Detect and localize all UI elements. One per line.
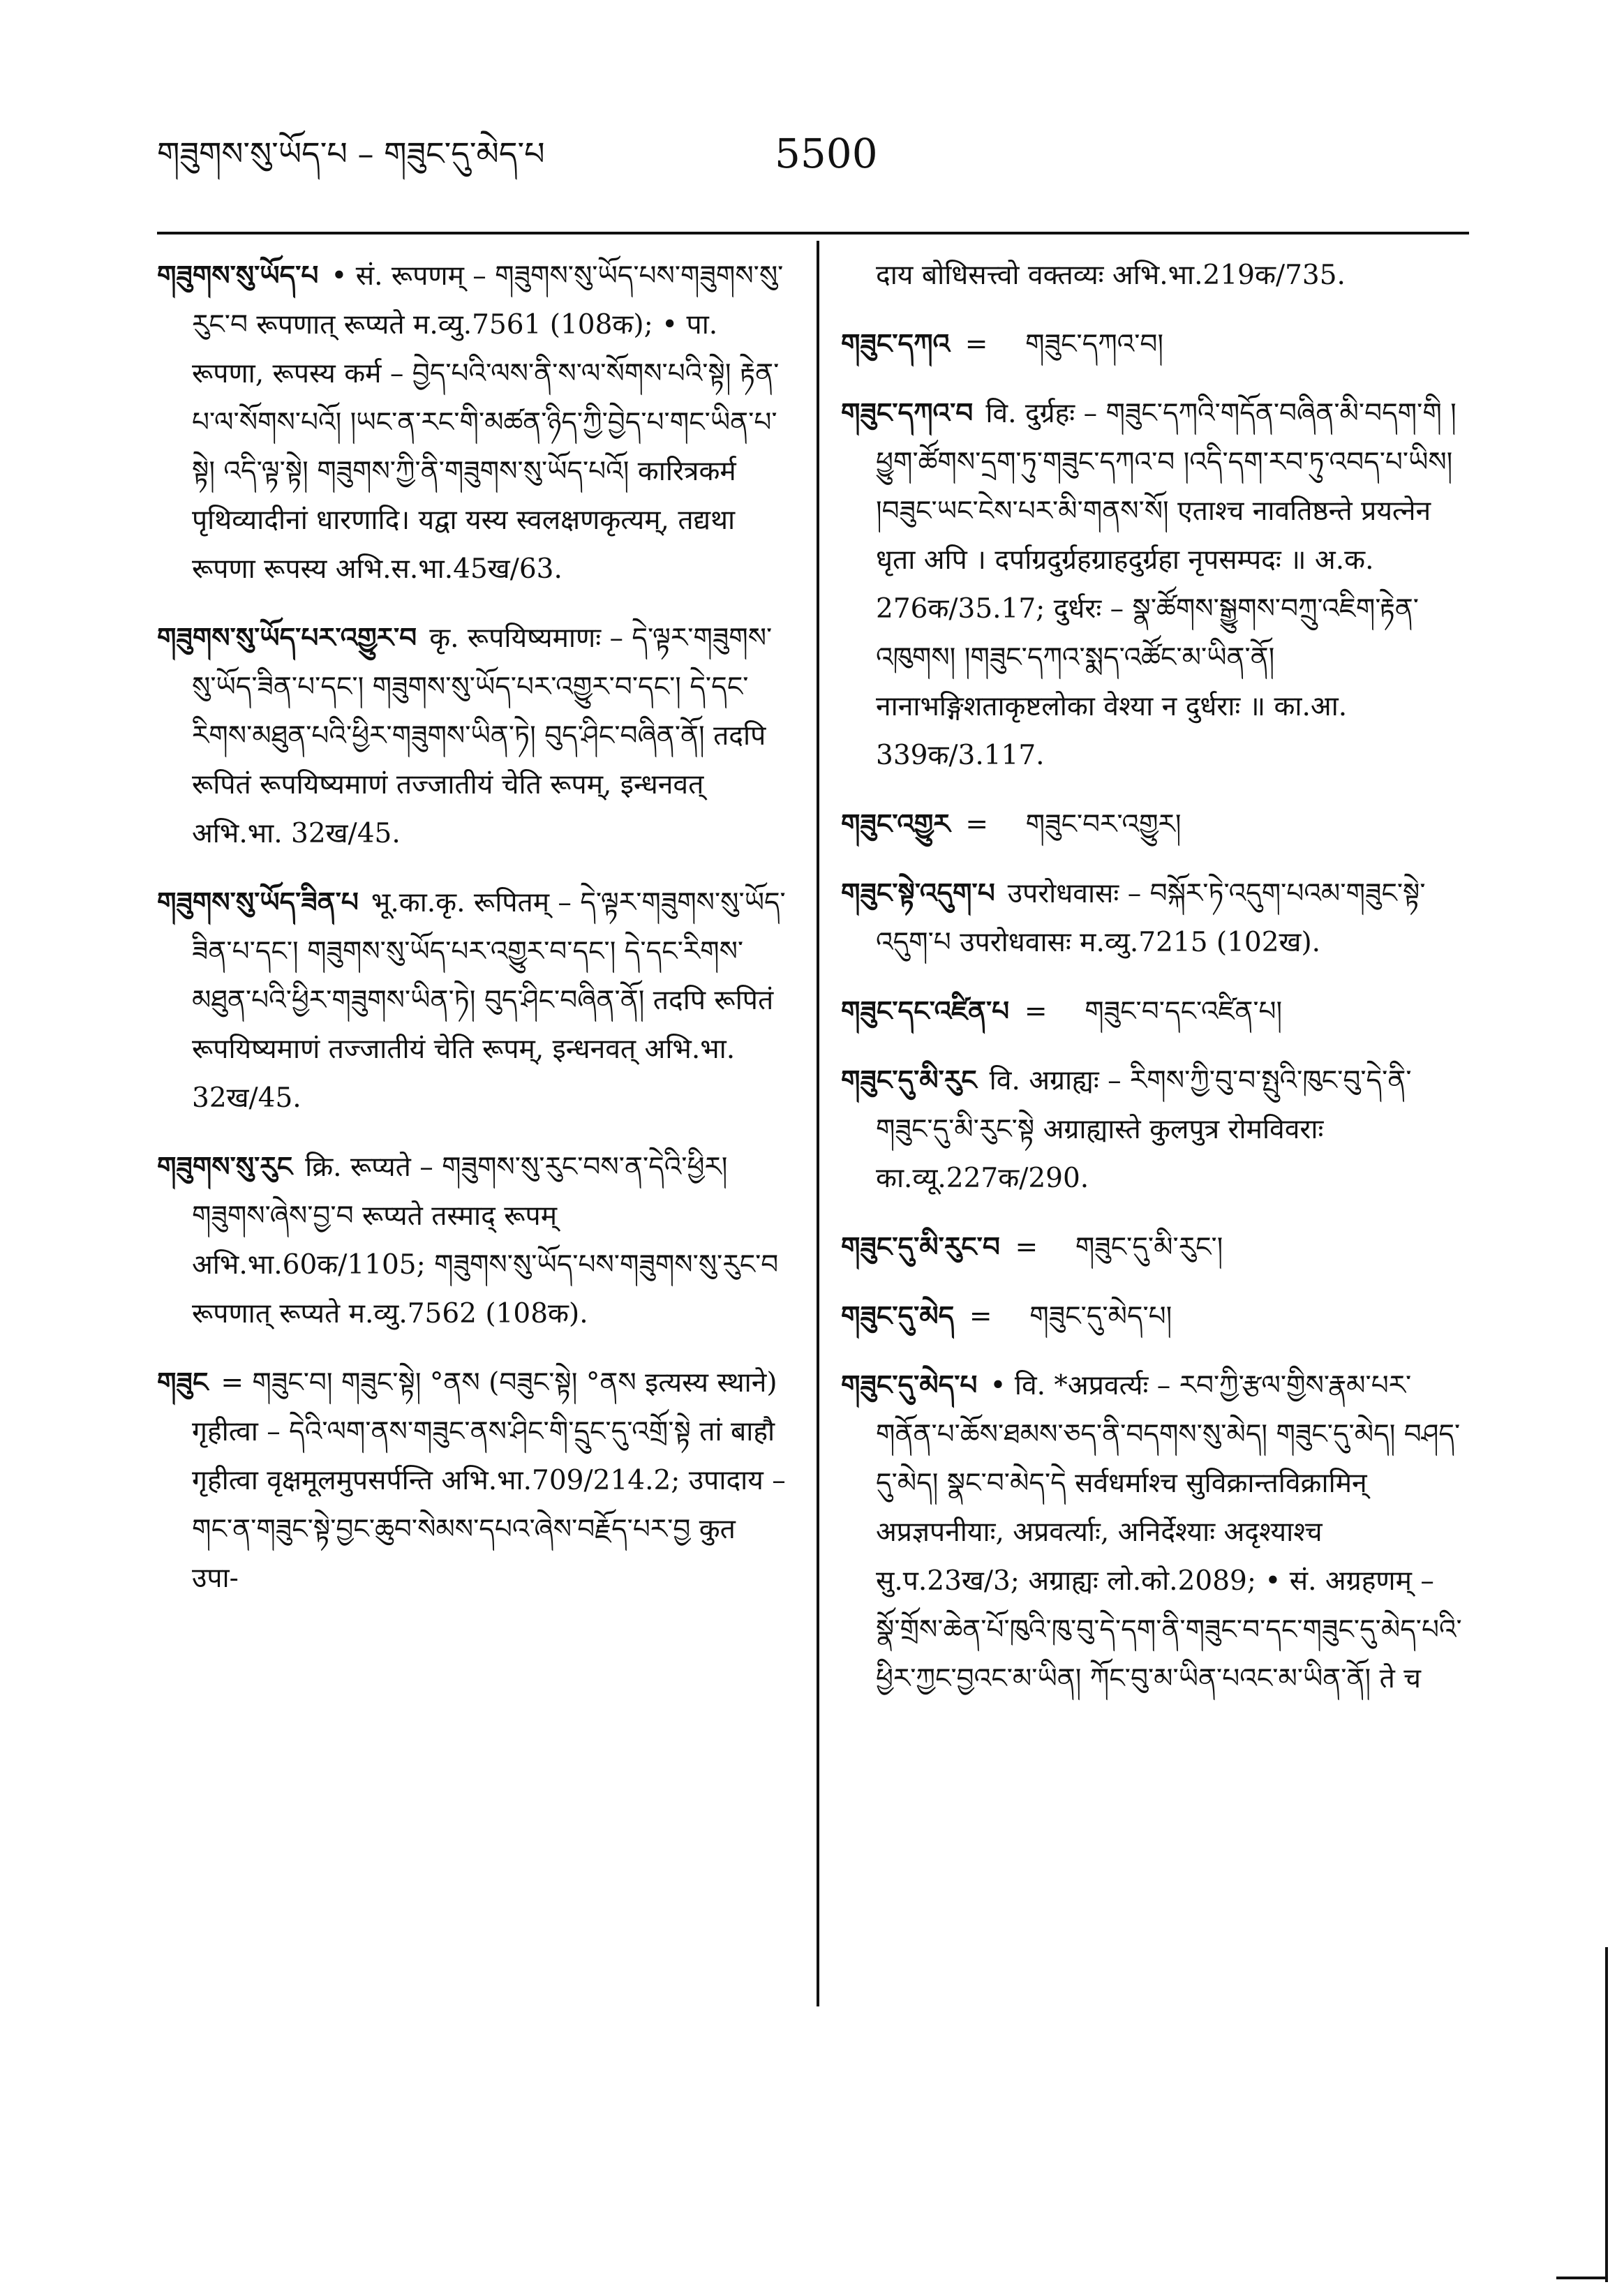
dictionary-entry xyxy=(841,1056,1466,1203)
dictionary-entry xyxy=(841,1292,1466,1341)
entry-body: भू.का.कृ. रूपितम् – དེ་ལྟར་གཟུགས་སུ་ཡོད་ཟིན་པ་དང་། གཟུགས་སུ་ཡོད་པར་འགྱུར་བ་དང་། དེ་དང་རིགས་མཐུན་པའི་ཕྱིར་གཟུགས་ཡིན་ཏེ། བུད་ཤིང་བཞིན་ནོ། तदपि रूपितं रूपयिष्यमाणं तज्जातीयं चेति रूपम्, इन्धनवत् अभि.भा. 32ख/45. xyxy=(192,887,786,1114)
dictionary-entry xyxy=(841,869,1466,967)
equivalence-sign: = xyxy=(969,1301,992,1332)
entry-body: दाय बोधिसत्त्वो वक्तव्यः अभि.भा.219क/735. xyxy=(876,260,1346,291)
dictionary-entry xyxy=(841,1223,1466,1272)
entry-body: གཟུང་བར་འགྱུར། xyxy=(1025,809,1182,840)
dictionary-entry xyxy=(841,251,1466,300)
page-edge-mark xyxy=(1605,1947,1608,2282)
entry-body: གཟུང་དཀའ་བ། xyxy=(1025,329,1164,360)
entry-headword: གཟུང་སྟེ་འདུག་པ xyxy=(841,877,995,909)
equivalence-sign: = xyxy=(965,809,989,840)
header-rule xyxy=(157,232,1469,234)
entry-body: उपरोधवासः – བསྐོར་ཏེ་འདུག་པའམ་གཟུང་སྟེ་འདུག་པ उपरोधवासः म.व्यु.7215 (102ख). xyxy=(876,878,1426,958)
entry-body: = གཟུང་བ། གཟུང་སྟེ། °ནས (བཟུང་སྟེ། °ནས इत्यस्य स्थाने) गृहीत्वा – དེའི་ལག་ནས་གཟུང་ནས་ཤིང་གི་དྲུང་དུ་འགྲོ་སྟེ तां बाहौ गृहीत्वा वृक्षमूलमुपसर्पन्ति अभि.भा.709/214.2; उपादाय – གང་ན་གཟུང་སྟེ་བྱང་ཆུབ་སེམས་དཔའ་ཞེས་བརྗོད་པར་བྱ कुत उपा- xyxy=(192,1367,786,1594)
right-column xyxy=(841,251,1466,2247)
entry-headword: གཟུང་འགྱུར xyxy=(841,808,951,840)
entry-headword: གཟུང་དུ་མེད xyxy=(841,1300,955,1332)
dictionary-entry xyxy=(157,613,789,858)
left-column xyxy=(157,251,789,2247)
page-edge-foot-mark xyxy=(1556,2277,1608,2279)
entry-body: क्रि. रूप्यते – གཟུགས་སུ་རུང་བས་ན་དེའི་ཕྱིར། གཟུགས་ཞེས་བྱ་བ रूप्यते तस्माद् रूपम् अभि.भा.60क/1105; གཟུགས་སུ་ཡོད་པས་གཟུགས་སུ་རུང་བ रूपणात् रूप्यते म.व्यु.7562 (108क). xyxy=(192,1152,779,1329)
dictionary-entry xyxy=(841,800,1466,849)
entry-headword: གཟུགས་སུ་ཡོད་ཟིན་པ xyxy=(157,886,359,918)
entry-headword: གཟུང་དཀའ་བ xyxy=(841,397,974,429)
page-number: 5500 xyxy=(775,130,878,177)
running-header: གཟུགས་སུ་ཡོད་པ – གཟུང་དུ་མེད་པ xyxy=(157,135,545,172)
dictionary-entry xyxy=(157,251,789,594)
entry-headword: གཟུགས་སུ་རུང xyxy=(157,1151,293,1183)
entry-headword: གཟུང་དུ་མི་རུང་བ xyxy=(841,1231,1000,1263)
dictionary-entry xyxy=(157,878,789,1123)
entry-headword: གཟུགས་སུ་ཡོད་པ xyxy=(157,260,319,292)
dictionary-entry xyxy=(841,320,1466,369)
entry-body: वि. दुर्ग्रहः – གཟུང་དཀའི་གདོན་བཞིན་མི་བདག་གི །ཕྱུག་ཚོགས་དྲག་ཏུ་གཟུང་དཀའ་བ །འདི་དག་རབ་ཏུ་འབད་པ་ཡིས། །བཟུང་ཡང་ངེས་པར་མི་གནས་སོ། एताश्च नावतिष्ठन्ते प्रयत्नेन धृता अपि । दर्पाग्रदुर्ग्रहग्राहदुर्ग्रहा नृपसम्पदः ॥ अ.क. 276क/35.17; दुर्धरः – སྣ་ཚོགས་སྒྱུགས་བཀྲུ་འཇིག་རྟེན་འཁུགས། །གཟུང་དཀའ་སྨད་འཚོང་མ་ཡིན་ནོ། नानाभङ्गिशताकृष्टलोका वेश्या न दुर्धराः ॥ का.आ. 339क/3.117. xyxy=(876,398,1457,771)
equivalence-sign: = xyxy=(964,329,988,360)
entry-body: वि. अग्राह्यः – རིགས་ཀྱི་བུ་བ་སྤུའི་ཁུང་བུ་དེ་ནི་གཟུང་དུ་མི་རུང་སྟེ अग्राह्यास्ते कुलपुत्र रोमविवराः का.व्यू.227क/290. xyxy=(876,1065,1412,1194)
entry-body: • वि. *अप्रवर्त्यः – རབ་ཀྱི་རྩལ་གྱིས་རྣམ་པར་གནོན་པ་ཆོས་ཐམས་ཅད་ནི་བདགས་སུ་མེད། གཟུང་དུ་མེད། བཤད་དུ་མེད། སྣང་བ་མེད་དེ सर्वधर्माश्च सुविक्रान्तविक्रामिन् अप्रज्ञपनीयाः, अप्रवर्त्याः, अनिर्देश्याः अदृश्याश्च सु.प.23ख/3; अग्राह्यः लो.को.2089; • सं. अग्रहणम् – སྣོ་གྲོས་ཆེན་པོ་ཁུའི་ཁུ་བུ་དེ་དག་ནི་གཟུང་བ་དང་གཟུང་དུ་མེད་པའི་ཕྱིར་ཀྱང་བྱའང་མ་ཡིན། ཀོང་བུ་མ་ཡིན་པའང་མ་ཡིན་ནོ། ते च xyxy=(876,1370,1462,1694)
dictionary-entry xyxy=(157,1358,789,1603)
equivalence-sign: = xyxy=(1015,1232,1038,1263)
entry-body: གཟུང་བ་དང་འཛིན་པ། xyxy=(1085,996,1283,1027)
entry-body: གཟུང་དུ་མི་རུང་། xyxy=(1075,1232,1223,1263)
entry-headword: གཟུགས་སུ་ཡོད་པར་འགྱུར་བ xyxy=(157,622,417,654)
dictionary-entry xyxy=(157,1142,789,1339)
entry-body: གཟུང་དུ་མེད་པ། xyxy=(1029,1301,1172,1332)
dictionary-entry xyxy=(841,1361,1466,1704)
entry-body: • सं. रूपणम् – གཟུགས་སུ་ཡོད་པས་གཟུགས་སུ་རུང་བ रूपणात् रूप्यते म.व्यु.7561 (108क); • पा. रूपणा, रूपस्य कर्म – བྱེད་པའི་ལས་ནི་ས་ལ་སོགས་པའི་སྟེ། རྟེན་པ་ལ་སོགས་པའོ། །ཡང་ན་རང་གི་མཚན་ཉིད་ཀྱི་བྱེད་པ་གང་ཡིན་པ་སྟེ། འདི་ལྟ་སྟེ། གཟུགས་ཀྱི་ནི་གཟུགས་སུ་ཡོད་པའོ། कारित्रकर्म पृथिव्यादीनां धारणादि। यद्वा यस्य स्वलक्षणकृत्यम्, तद्यथा रूपणा रूपस्य अभि.स.भा.45ख/63. xyxy=(192,260,784,585)
entry-body: कृ. रूपयिष्यमाणः – དེ་ལྟར་གཟུགས་སུ་ཡོད་ཟིན་པ་དང་། གཟུགས་སུ་ཡོད་པར་འགྱུར་བ་དང་། དེ་དང་རིགས་མཐུན་པའི་ཕྱིར་གཟུགས་ཡིན་ཏེ། བུད་ཤིང་བཞིན་ནོ། तदपि रूपितं रूपयिष्यमाणं तज्जातीयं चेति रूपम्, इन्धनवत् अभि.भा. 32ख/45. xyxy=(192,623,773,849)
dictionary-entry xyxy=(841,389,1466,780)
entry-headword: གཟུང xyxy=(157,1366,209,1399)
equivalence-sign: = xyxy=(1024,996,1048,1027)
entry-headword: གཟུང་དུ་མི་རུང xyxy=(841,1064,977,1096)
entry-headword: གཟུང་དང་འཛིན་པ xyxy=(841,995,1010,1027)
column-divider xyxy=(817,241,819,2006)
entry-headword: གཟུང་དུ་མེད་པ xyxy=(841,1369,978,1401)
entry-headword: གཟུང་དཀའ xyxy=(841,328,951,360)
dictionary-entry xyxy=(841,987,1466,1036)
